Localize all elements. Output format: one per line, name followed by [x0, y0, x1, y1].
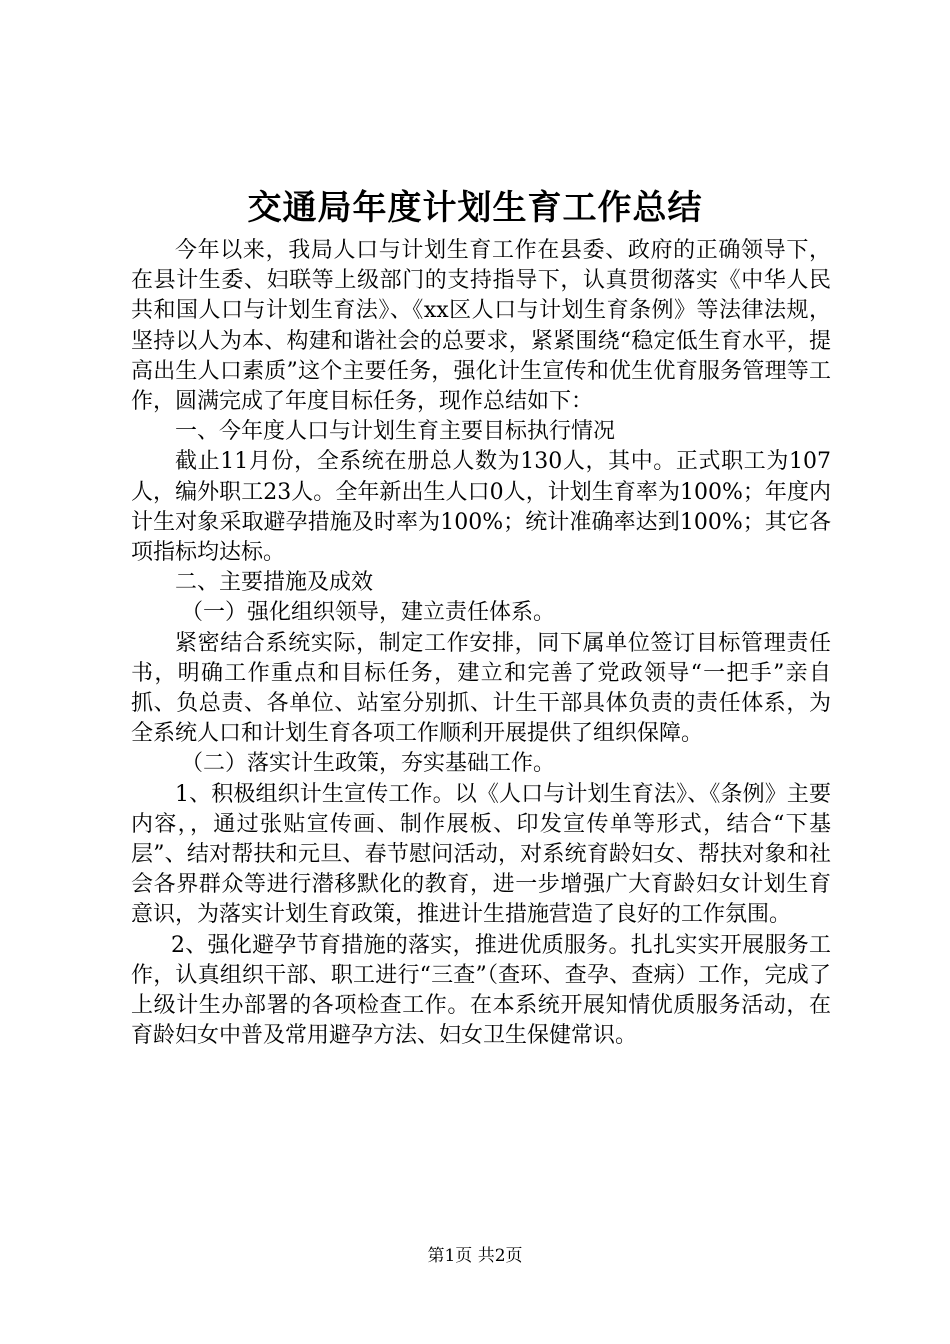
- section-heading-2: 二、主要措施及成效: [175, 570, 374, 596]
- page-footer: 第1页 共2页: [427, 1246, 523, 1266]
- paragraph-publicity: 1、积极组织计生宣传工作。以《人口与计划生育法》、《条例》主要内容，，通过张贴宣传画、制作展板、印发宣传单等形式，结合“下基层”、结对帮扶和元旦、春节慰问活动，对系统育龄妇女、帮扶对象和社会各界群众等进行潜移默化的教育，进一步增强广大育龄妇女计划生育意识，为落实计划生育政策，推进计生措施营造了良好的工作氛围。: [131, 781, 831, 928]
- paragraph-intro: 今年以来，我局人口与计划生育工作在县委、政府的正确领导下，在县计生委、妇联等上级部门的支持指导下，认真贯彻落实《中华人民共和国人口与计划生育法》、《xx区人口与计划生育条例》等法律法规，坚持以人为本、构建和谐社会的总要求，紧紧围绕“稳定低生育水平，提高出生人口素质”这个主要任务，强化计生宣传和优生优育服务管理等工作，圆满完成了年度目标任务，现作总结如下：: [131, 238, 831, 415]
- paragraph-statistics: 截止11月份，全系统在册总人数为130人，其中。正式职工为107人，编外职工23人。全年新出生人口0人，计划生育率为100%；年度内计生对象采取避孕措施及时率为100%；统计准确率达到100%；其它各项指标均达标。: [131, 449, 831, 566]
- paragraph-services: 2、强化避孕节育措施的落实，推进优质服务。扎扎实实开展服务工作，认真组织干部、职工进行“三查”（查环、查孕、查病）工作，完成了上级计生办部署的各项检查工作。在本系统开展知情优质服务活动，在育龄妇女中普及常用避孕方法、妇女卫生保健常识。: [131, 932, 831, 1049]
- document-body: [131, 236, 831, 1051]
- section-heading-1: 一、今年度人口与计划生育主要目标执行情况: [175, 419, 616, 445]
- paragraph-organization: 紧密结合系统实际，制定工作安排，同下属单位签订目标管理责任书，明确工作重点和目标任务，建立和完善了党政领导“一把手”亲自抓、负总责、各单位、站室分别抓、计生干部具体负责的责任体系，为全系统人口和计划生育各项工作顺利开展提供了组织保障。: [131, 630, 831, 747]
- document-title: 交通局年度计划生育工作总结: [247, 188, 703, 228]
- subsection-heading-1: （一）强化组织领导，建立责任体系。: [181, 600, 556, 626]
- subsection-heading-2: （二）落实计生政策，夯实基础工作。: [181, 751, 556, 777]
